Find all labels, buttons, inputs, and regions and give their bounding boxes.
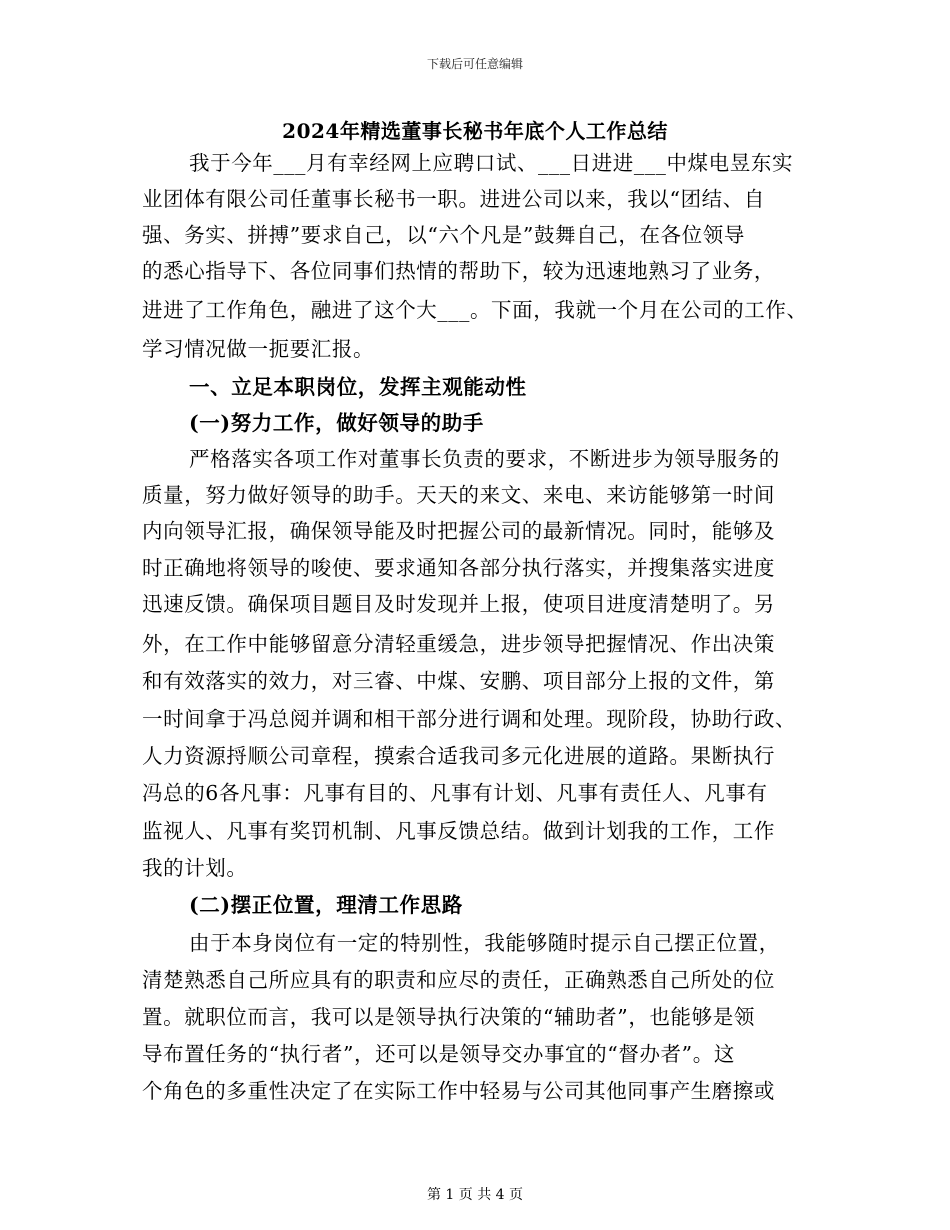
body-line: 冯总的6各凡事：凡事有目的、凡事有计划、凡事有责任人、凡事有 xyxy=(142,781,768,805)
body-line: 质量，努力做好领导的助手。天天的来文、来电、来访能够第一时间 xyxy=(142,483,775,507)
page-footer: 第 1 页 共 4 页 xyxy=(426,1187,524,1203)
body-line: 学习情况做一扼要汇报。 xyxy=(142,337,375,361)
body-line: 人力资源捋顺公司章程，摸索合适我司多元化进展的道路。果断执行 xyxy=(142,744,775,768)
body-line: 和有效落实的效力，对三睿、中煤、安鹏、项目部分上报的文件，第 xyxy=(142,669,775,693)
body-line: 由于本身岗位有一定的特别性，我能够随时提示自己摆正位置， xyxy=(189,931,780,955)
header-note: 下载后可任意编辑 xyxy=(426,57,523,71)
body-line: 导布置任务的“执行者”，还可以是领导交办事宜的“督办者”。这 xyxy=(142,1042,735,1066)
subsection-heading: (二)摆正位置，理清工作思路 xyxy=(189,893,463,917)
body-line: 清楚熟悉自己所应具有的职责和应尽的责任，正确熟悉自己所处的位 xyxy=(142,968,775,992)
body-line: 监视人、凡事有奖罚机制、凡事反馈总结。做到计划我的工作，工作 xyxy=(142,819,775,843)
body-line: 一时间拿于冯总阅并调和相干部分进行调和处理。现阶段，协助行政、 xyxy=(142,707,797,731)
body-line: 内向领导汇报，确保领导能及时把握公司的最新情况。同时，能够及 xyxy=(142,519,775,543)
body-line: 我于今年___月有幸经网上应聘口试、___日进进___中煤电昱东实 xyxy=(189,151,794,175)
subsection-heading: (一)努力工作，做好领导的助手 xyxy=(189,411,484,435)
body-line: 外，在工作中能够留意分清轻重缓急，进步领导把握情况、作出决策 xyxy=(142,632,775,656)
section-heading: 一、立足本职岗位，发挥主观能动性 xyxy=(189,375,527,399)
document-title: 2024年精选董事长秘书年底个人工作总结 xyxy=(282,119,668,143)
body-line: 迅速反馈。确保项目题目及时发现并上报，使项目进度清楚明了。另 xyxy=(142,592,775,616)
body-line: 的悉心指导下、各位同事们热情的帮助下，较为迅速地熟习了业务， xyxy=(142,259,775,283)
body-line: 进进了工作角色，融进了这个大___。下面，我就一个月在公司的工作、 xyxy=(142,298,808,322)
body-line: 我的计划。 xyxy=(142,856,248,880)
body-line: 时正确地将领导的唆使、要求通知各部分执行落实，并搜集落实进度 xyxy=(142,556,775,580)
body-line: 置。就职位而言，我可以是领导执行决策的“辅助者”，也能够是领 xyxy=(142,1005,755,1029)
body-line: 强、务实、拼搏”要求自己，以“六个凡是”鼓舞自己，在各位领导 xyxy=(142,223,745,247)
body-line: 严格落实各项工作对董事长负责的要求，不断进步为领导服务的 xyxy=(189,447,780,471)
body-line: 个角色的多重性决定了在实际工作中轻易与公司其他同事产生磨擦或 xyxy=(142,1079,775,1103)
body-line: 业团体有限公司任董事长秘书一职。进进公司以来，我以“团结、自 xyxy=(142,187,765,211)
